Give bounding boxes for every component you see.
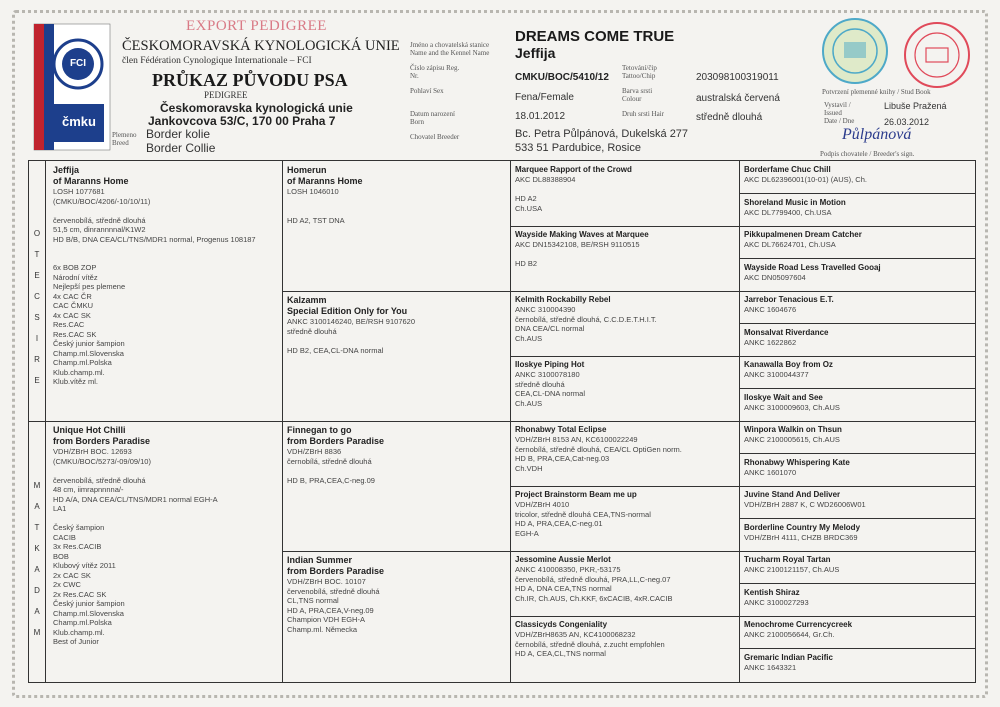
- address-line1: Českomoravska kynologická unie: [160, 101, 353, 115]
- divider: [510, 486, 975, 487]
- dog-name: from Borders Paradise: [287, 566, 385, 576]
- divider: [739, 453, 975, 454]
- ancestor-cell: [744, 620, 972, 648]
- pedigree-detail-line: LOSH 1077681: [53, 187, 105, 196]
- dog-name: Project Brainstorm Beam me up: [515, 490, 637, 499]
- ancestor-cell: [744, 588, 972, 616]
- ancestor-cell: [744, 653, 972, 681]
- great-grandparent-cell: [515, 295, 737, 355]
- dog-name: Homerun: [287, 165, 327, 175]
- pedigree-detail-line: [53, 254, 279, 264]
- dog-name: Special Edition Only for You: [287, 306, 408, 316]
- grandparent-cell: [287, 425, 507, 549]
- divider: [739, 193, 975, 194]
- pedigree-detail-line: Nejlepší pes plemene: [53, 282, 126, 291]
- pedigree-detail-line: Národní vítěz: [53, 272, 98, 282]
- pedigree-detail-line: Klub.champ.ml.: [53, 367, 105, 377]
- dob-label: Datum narození Born: [410, 110, 455, 126]
- pedigree-detail-line: HD A2: [515, 194, 537, 203]
- pedigree-detail-line: HD A/A, DNA CEA/CL/TNS/MDR1 normal EGH-A: [53, 494, 218, 504]
- breeder-stamp: [904, 22, 970, 88]
- pedigree-detail-line: HD A, PRA,CEA,C-neg.01: [515, 519, 603, 528]
- pedigree-detail-line: středně dlouhá: [287, 326, 337, 336]
- dog-name: Marquee Rapport of the Crowd: [515, 165, 632, 174]
- dam-side-label: M A T K A D A M: [33, 481, 41, 637]
- ancestor-cell: [744, 458, 972, 486]
- dog-name: Gremaric Indian Pacific: [744, 653, 833, 662]
- org-name: ČESKOMORAVSKÁ KYNOLOGICKÁ UNIE: [122, 38, 400, 54]
- pedigree-detail-line: AKC DN05097604: [744, 273, 806, 282]
- pedigree-detail-line: BOB: [53, 551, 69, 561]
- pedigree-detail-line: Český junior šampion: [53, 339, 125, 348]
- pedigree-detail-line: [53, 206, 279, 216]
- org-member: člen Fédération Cynologique Internationale – FCI: [122, 56, 312, 66]
- dog-name: Iloskye Piping Hot: [515, 360, 585, 369]
- pedigree-detail-line: ANKC 310004390: [515, 305, 576, 314]
- pedigree-detail-line: CEA,CL-DNA normal: [515, 389, 586, 398]
- dog-name: of Maranns Home: [287, 176, 363, 186]
- divider: [739, 388, 975, 389]
- ancestor-cell: [744, 360, 972, 388]
- dog-name: Pikkupalmenen Dream Catcher: [744, 230, 862, 239]
- hair-value: středně dlouhá: [696, 112, 763, 123]
- pedigree-detail-line: 51,5 cm, dinrannnnal/K1W2: [53, 225, 146, 234]
- pedigree-detail-line: ANKC 410008350, PKR,-53175: [515, 565, 621, 574]
- name-label: Jméno a chovatelská stanice Name and the Kennel Name: [410, 41, 490, 57]
- pedigree-detail-line: červenobílá, středně dlouhá: [287, 586, 380, 596]
- pedigree-detail-line: (CMKU/BOC/4206/-10/10/11): [53, 196, 151, 206]
- pedigree-detail-line: ANKC 3100027293: [744, 598, 809, 607]
- dog-name: Winpora Walkin on Thsun: [744, 425, 842, 434]
- divider: [510, 226, 975, 227]
- pedigree-detail-line: Ch.VDH: [515, 463, 543, 473]
- pedigree-detail-line: 2x CWC: [53, 580, 81, 589]
- sire-side-label: O T E C S I R E: [33, 229, 41, 385]
- ancestor-cell: [744, 328, 972, 356]
- divider: [510, 616, 975, 617]
- pedigree-detail-line: CL,TNS normal: [287, 596, 339, 605]
- great-grandparent-cell: [515, 555, 737, 615]
- dog-name: Monsalvat Riverdance: [744, 328, 829, 337]
- great-grandparent-cell: [515, 230, 737, 290]
- ancestor-cell: [744, 490, 972, 518]
- date-label: Date / Dne: [824, 117, 855, 125]
- doc-title: PRŮKAZ PŮVODU PSA: [152, 70, 348, 90]
- tattoo-value: 203098100319011: [696, 72, 779, 83]
- pedigree-detail-line: [515, 185, 737, 195]
- pedigree-detail-line: Best of Junior: [53, 637, 99, 646]
- pedigree-detail-line: [53, 514, 279, 524]
- pedigree-detail-line: 6x BOB ZOP: [53, 263, 97, 272]
- export-pedigree-title: EXPORT PEDIGREE: [186, 18, 327, 34]
- great-grandparent-cell: [515, 165, 737, 225]
- great-grandparent-cell: [515, 360, 737, 420]
- dog-name: Menochrome Currencycreek: [744, 620, 853, 629]
- dam-cell: Unique Hot Chilli from Borders Paradise VDH/ZBrH BOC. 12693 (CMKU/BOC/5273/-09/09/10) červenobílá, středně dlouhá 48 cm, iimrapnnnna/- HD A/A, DNA CEA/CL/TNS/MDR1 normal EGH-A LA1 Český šampion CACIB 3x Res.CACIB BOB Klubový vítěz 2011 2x CAC SK 2x CWC 2x Res.CAC SK Český junior šampion Champ.ml.Slovenska Champ.ml.Polska Klub.champ.ml. Best of Junior: [53, 425, 279, 681]
- dog-name: Kelmith Rockabilly Rebel: [515, 295, 611, 304]
- pedigree-detail-line: [287, 466, 507, 476]
- pedigree-detail-line: 2x Res.CAC SK: [53, 589, 107, 599]
- dog-name: Iloskye Wait and See: [744, 393, 823, 402]
- ancestor-cell: [744, 555, 972, 583]
- pedigree-detail-line: HD B2, CEA,CL-DNA normal: [287, 345, 384, 355]
- pedigree-detail-line: [287, 336, 507, 346]
- pedigree-detail-line: ANKC 3100044377: [744, 370, 809, 379]
- doc-subtitle: PEDIGREE: [204, 90, 248, 100]
- breed-cz: Border kolie: [146, 127, 211, 141]
- pedigree-detail-line: HD B2: [515, 259, 538, 268]
- dog-name: Jeffija: [515, 45, 556, 61]
- pedigree-detail-line: černobílá, středně dlouhá, C.C.D.E.T.H.I.T.: [515, 314, 657, 324]
- ancestor-cell: [744, 165, 972, 193]
- ancestor-cell: [744, 263, 972, 291]
- dob-value: 18.01.2012: [515, 111, 566, 122]
- pedigree-detail-line: Klub.vítěz ml.: [53, 377, 99, 386]
- pedigree-detail-line: Klubový vítěz 2011: [53, 561, 116, 570]
- pedigree-detail-line: AKC DN15342108, BE/RSH 9110515: [515, 240, 640, 249]
- reg-label: Číslo zápisu Reg. Nr.: [410, 64, 460, 80]
- dog-name: Wayside Making Waves at Marquee: [515, 230, 649, 239]
- pedigree-detail-line: VDH/ZBrH 8153 AN, KC6100022249: [515, 435, 638, 444]
- pedigree-detail-line: Český junior šampion: [53, 599, 125, 608]
- breeder-line2: 533 51 Pardubice, Rosice: [515, 142, 641, 154]
- pedigree-detail-line: Český šampion: [53, 523, 105, 532]
- pedigree-detail-line: [53, 466, 279, 476]
- divider: [739, 583, 975, 584]
- pedigree-detail-line: HD A, PRA,CEA,V-neg.09: [287, 605, 374, 615]
- issued-value: Libuše Pražená: [884, 101, 947, 111]
- breeder-signature: Půlpánová: [842, 126, 912, 143]
- pedigree-detail-line: VDH/ZBrH 8836: [287, 447, 342, 456]
- pedigree-detail-line: AKC DL76624701, Ch.USA: [744, 240, 836, 249]
- great-grandparent-cell: [515, 490, 737, 550]
- divider: [510, 356, 975, 357]
- pedigree-detail-line: HD A, CEA,CL,TNS normal: [515, 649, 606, 658]
- pedigree-detail-line: černobílá, středně dlouhá, CEA/CL OptiGen norm.: [515, 444, 682, 454]
- dog-name: from Borders Paradise: [287, 436, 385, 446]
- pedigree-detail-line: Champ.ml.Polska: [53, 618, 112, 627]
- dog-name: Classicyds Congeniality: [515, 620, 608, 629]
- breed-en: Border Collie: [146, 141, 216, 155]
- sire-cell: Jeffija of Maranns Home LOSH 1077681 (CMKU/BOC/4206/-10/10/11) červenobílá, středně dlouhá 51,5 cm, dinrannnnal/K1W2 HD B/B, DNA CEA/CL/TNS/MDR1 normal, Progenus 108187 6x BOB ZOP Národní vítěz Nejlepší pes plemene 4x CAC ČR CAC ČMKU 4x CAC SK Res.CAC Res.CAC SK Český junior šampion Champ.ml.Slovenska Champ.ml.Polska Klub.champ.ml. Klub.vítěz ml.: [53, 165, 279, 419]
- divider: [739, 258, 975, 259]
- pedigree-detail-line: CAC ČMKU: [53, 301, 94, 310]
- pedigree-detail-line: ANKC 1604676: [744, 305, 797, 314]
- pedigree-detail-line: [287, 197, 507, 207]
- pedigree-table: [28, 160, 976, 683]
- dog-name: Rhonabwy Whispering Kate: [744, 458, 850, 467]
- divider: [739, 518, 975, 519]
- pedigree-detail-line: HD B, PRA,CEA,Cat-neg.03: [515, 454, 610, 463]
- dog-name: Juvine Stand And Deliver: [744, 490, 841, 499]
- dog-name: Jarrebor Tenacious E.T.: [744, 295, 834, 304]
- pedigree-detail-line: 4x CAC SK: [53, 310, 91, 320]
- ancestor-cell: [744, 523, 972, 551]
- pedigree-detail-line: středně dlouhá: [515, 379, 565, 389]
- pedigree-detail-line: ANKC 3100078180: [515, 370, 580, 379]
- pedigree-detail-line: černobílá, středně dlouhá: [287, 456, 372, 466]
- divider: [282, 291, 975, 292]
- ancestor-cell: [744, 198, 972, 226]
- pedigree-detail-line: Champion VDH EGH-A: [287, 615, 365, 624]
- divider: [29, 421, 975, 422]
- ancestor-cell: [744, 425, 972, 453]
- pedigree-detail-line: HD B/B, DNA CEA/CL/TNS/MDR1 normal, Progenus 108187: [53, 234, 256, 244]
- pedigree-detail-line: HD A, DNA CEA,TNS normal: [515, 584, 612, 593]
- dog-name: Jessomine Aussie Merlot: [515, 555, 611, 564]
- pedigree-detail-line: AKC DL7799400, Ch.USA: [744, 208, 832, 217]
- great-grandparent-cell: [515, 620, 737, 680]
- pedigree-detail-line: 2x CAC SK: [53, 570, 91, 580]
- pedigree-detail-line: CACIB: [53, 532, 76, 542]
- ancestor-cell: [744, 393, 972, 421]
- pedigree-detail-line: VDH/ZBrH BOC. 12693: [53, 447, 132, 456]
- cmku-logo-text: čmku: [62, 114, 96, 129]
- pedigree-detail-line: AKC DL88388904: [515, 175, 576, 184]
- dog-name: Indian Summer: [287, 555, 353, 565]
- pedigree-detail-line: červenobílá, středně dlouhá, PRA,LL,C-neg.07: [515, 574, 671, 584]
- pedigree-detail-line: Ch.AUS: [515, 398, 543, 408]
- pedigree-detail-line: tricolor, středně dlouhá CEA,TNS-normal: [515, 509, 651, 519]
- ancestor-cell: [744, 230, 972, 258]
- pedigree-detail-line: EGH-A: [515, 528, 539, 538]
- pedigree-detail-line: DNA CEA/CL normal: [515, 324, 585, 333]
- issued-label: Vystavil / Issued: [824, 101, 851, 117]
- pedigree-detail-line: LA1: [53, 504, 67, 513]
- sex-label: Pohlaví Sex: [410, 87, 444, 95]
- studbook-label: Potvrzení plemenné knihy / Stud Book: [822, 88, 931, 96]
- pedigree-detail-line: 48 cm, iimrapnnnna/-: [53, 485, 124, 494]
- pedigree-detail-line: [287, 206, 507, 216]
- pedigree-detail-line: Ch.IR, Ch.AUS, Ch.KKF, 6xCACIB, 4xR.CACIB: [515, 593, 673, 603]
- dog-name: Borderfame Chuc Chill: [744, 165, 831, 174]
- pedigree-detail-line: VDH/ZBrH 2887 K, C WD26006W01: [744, 500, 866, 509]
- pedigree-detail-line: ANKC 2100005615, Ch.AUS: [744, 435, 840, 444]
- pedigree-detail-line: VDH/ZBrH8635 AN, KC4100068232: [515, 630, 636, 639]
- dog-name: Shoreland Music in Motion: [744, 198, 846, 207]
- pedigree-detail-line: LOSH 1046010: [287, 187, 339, 196]
- divider: [739, 648, 975, 649]
- grandparent-cell: [287, 555, 507, 681]
- sex-value: Fena/Female: [515, 92, 574, 103]
- pedigree-detail-line: ANKC 1622862: [744, 338, 797, 347]
- pedigree-detail-line: Res.CAC SK: [53, 329, 97, 339]
- tattoo-label: Tetování/čip Tattoo/Chip: [622, 64, 657, 80]
- pedigree-detail-line: Res.CAC: [53, 320, 85, 329]
- date-value: 26.03.2012: [884, 117, 930, 127]
- dog-name: Kalzamm: [287, 295, 327, 305]
- dog-name: Kanawalla Boy from Oz: [744, 360, 833, 369]
- dog-kennel-name: DREAMS COME TRUE: [515, 28, 675, 45]
- pedigree-detail-line: ANKC 1643321: [744, 663, 797, 672]
- divider: [282, 551, 975, 552]
- pedigree-detail-line: VDH/ZBrH 4010: [515, 500, 570, 509]
- pedigree-detail-line: [515, 250, 737, 260]
- pedigree-detail-line: Champ.ml.Slovenska: [53, 608, 124, 618]
- studbook-stamp: [822, 18, 888, 84]
- pedigree-detail-line: HD B, PRA,CEA,C-neg.09: [287, 475, 375, 485]
- pedigree-detail-line: ANKC 3100009603, Ch.AUS: [744, 403, 840, 412]
- pedigree-detail-line: AKC DL62396001(10-01) (AUS), Ch.: [744, 175, 867, 184]
- dog-name: Borderline Country My Melody: [744, 523, 861, 532]
- pedigree-detail-line: HD A2, TST DNA: [287, 215, 345, 225]
- pedigree-detail-line: Ch.AUS: [515, 333, 543, 343]
- breeder-label: Chovatel Breeder: [410, 133, 460, 141]
- pedigree-detail-line: VDH/ZBrH 4111, CHZB BRDC369: [744, 533, 858, 542]
- grandparent-cell: [287, 295, 507, 419]
- address-line2: Jankovcova 53/C, 170 00 Praha 7: [148, 114, 336, 128]
- pedigree-detail-line: Champ.ml.Polska: [53, 358, 112, 367]
- reg-number: CMKU/BOC/5410/12: [515, 72, 609, 83]
- pedigree-detail-line: ANKC 1601070: [744, 468, 797, 477]
- dog-name: Rhonabwy Total Eclipse: [515, 425, 607, 434]
- pedigree-detail-line: Champ.ml.Slovenska: [53, 348, 124, 358]
- dog-name: Finnegan to go: [287, 425, 352, 435]
- hair-label: Druh srsti Hair: [622, 110, 664, 118]
- colour-value: australská červená: [696, 93, 780, 104]
- fci-cmku-logo: [32, 22, 112, 152]
- pedigree-detail-line: [53, 244, 279, 254]
- ancestor-cell: [744, 295, 972, 323]
- dog-name: Kentish Shiraz: [744, 588, 800, 597]
- divider: [739, 323, 975, 324]
- colour-label: Barva srsti Colour: [622, 87, 653, 103]
- great-grandparent-cell: [515, 425, 737, 485]
- pedigree-detail-line: Klub.champ.ml.: [53, 627, 105, 637]
- dog-name: Wayside Road Less Travelled Gooaj: [744, 263, 881, 272]
- pedigree-detail-line: ANKC 3100146240, BE/RSH 9107620: [287, 317, 416, 326]
- pedigree-detail-line: 4x CAC ČR: [53, 291, 92, 301]
- pedigree-detail-line: 3x Res.CACIB: [53, 542, 102, 551]
- pedigree-detail-line: (CMKU/BOC/5273/-09/09/10): [53, 456, 151, 466]
- pedigree-detail-line: Ch.USA: [515, 203, 543, 213]
- pedigree-detail-line: černobílá, středně dlouhá, z.zucht empfohlen: [515, 639, 665, 649]
- grandparent-cell: [287, 165, 507, 289]
- pedigree-detail-line: ANKC 2100056644, Gr.Ch.: [744, 630, 835, 639]
- fci-logo-text: FCI: [69, 58, 87, 69]
- dog-name: Trucharm Royal Tartan: [744, 555, 831, 564]
- pedigree-detail-line: červenobílá, středně dlouhá: [53, 475, 146, 485]
- pedigree-detail-line: červenobílá, středně dlouhá: [53, 215, 146, 225]
- pedigree-detail-line: ANKC 2100121157, Ch.AUS: [744, 565, 840, 574]
- breed-label: Plemeno Breed: [112, 131, 137, 147]
- breeder-line1: Bc. Petra Půlpánová, Dukelská 277: [515, 128, 689, 140]
- signature-label: Podpis chovatele / Breeder's sign.: [820, 150, 915, 158]
- pedigree-detail-line: Champ.ml. Německa: [287, 624, 358, 634]
- pedigree-detail-line: VDH/ZBrH BOC. 10107: [287, 577, 366, 586]
